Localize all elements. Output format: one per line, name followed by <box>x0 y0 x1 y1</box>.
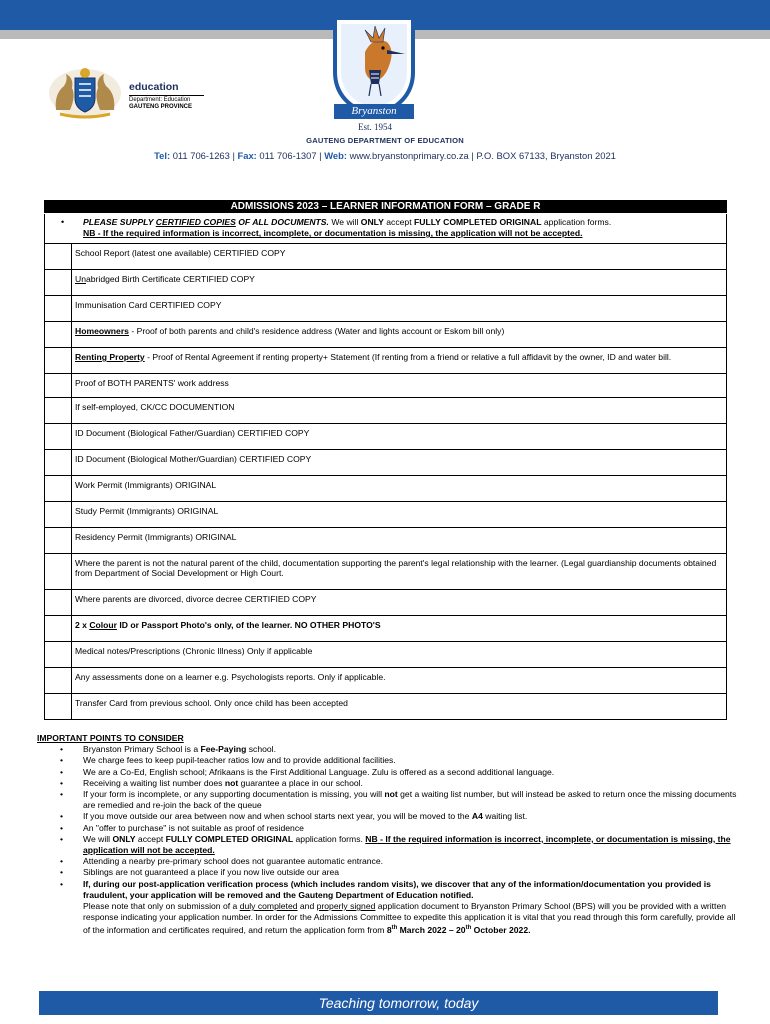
checklist-label: Where the parent is not the natural parent of the child, documentation supporting the parent's legal relationship with the learner. (Legal guardianship documents obtained from Department of Social Development or High Court. <box>72 554 727 590</box>
checklist-label: Work Permit (Immigrants) ORIGINAL <box>72 476 727 502</box>
checklist-label: Where parents are divorced, divorce decree CERTIFIED COPY <box>72 590 727 616</box>
list-item: Please note that only on submission of a duly completed and properly signed application document to Bryanston Primary School (BPS) will you be provided with a written response indicating your application number. In order for the Admissions Committee to expedite this application it is vital that you read through this form carefully, provide all of the information and certificates required, and return the application form from 8th March 2022 – 20th October 2022. <box>83 901 736 936</box>
checklist-row <box>45 374 727 398</box>
checkbox[interactable] <box>45 476 72 502</box>
footer-banner <box>39 991 718 1015</box>
school-crest <box>325 12 423 132</box>
checklist-row <box>45 502 727 528</box>
checklist-label: School Report (latest one available) CERTIFIED COPY <box>72 244 727 270</box>
checklist-label: ID Document (Biological Father/Guardian) CERTIFIED COPY <box>72 424 727 450</box>
checklist-row <box>45 348 727 374</box>
checkbox[interactable] <box>45 502 72 528</box>
department-heading: GAUTENG DEPARTMENT OF EDUCATION <box>306 136 464 145</box>
footer-tagline: Teaching tomorrow, today <box>318 995 479 1011</box>
checklist-row <box>45 244 727 270</box>
list-item: • An "offer to purchase" is not suitable as proof of residence <box>37 823 737 834</box>
checkbox[interactable] <box>45 616 72 642</box>
checkbox[interactable] <box>45 450 72 476</box>
important-points <box>37 733 737 937</box>
checklist-label: Medical notes/Prescriptions (Chronic Illness) Only if applicable <box>72 642 727 668</box>
checklist-label: ID Document (Biological Mother/Guardian) CERTIFIED COPY <box>72 450 727 476</box>
document-checklist <box>44 243 727 720</box>
department-label: Department: Education <box>129 97 191 103</box>
school-name-banner: Bryanston <box>334 104 414 119</box>
instruction-warning: NB - If the required information is incorrect, incomplete, or documentation is missing, the application will not be accepted. <box>83 228 583 238</box>
checklist-label: Homeowners - Proof of both parents and child's residence address (Water and lights account or Eskom bill only) <box>72 322 727 348</box>
checklist-row <box>45 398 727 424</box>
points-heading: IMPORTANT POINTS TO CONSIDER <box>37 733 184 743</box>
checklist-label: Any assessments done on a learner e.g. Psychologists reports. Only if applicable. <box>72 668 727 694</box>
checklist-row <box>45 642 727 668</box>
established-label: Est. 1954 <box>357 122 392 132</box>
checkbox[interactable] <box>45 642 72 668</box>
checklist-label: Proof of BOTH PARENTS' work address <box>72 374 727 398</box>
form-title: ADMISSIONS 2023 – LEARNER INFORMATION FORM – GRADE R <box>44 200 727 213</box>
checkbox[interactable] <box>45 374 72 398</box>
form-instructions: • PLEASE SUPPLY CERTIFIED COPIES OF ALL DOCUMENTS. We will ONLY accept FULLY COMPLETED ORIGINAL application forms. NB - If the required information is incorrect, incomplete, or documentation is missing, the application will not be accepted. <box>44 214 727 243</box>
checklist-label: If self-employed, CK/CC DOCUMENTION <box>72 398 727 424</box>
checklist-row <box>45 424 727 450</box>
list-item: • Attending a nearby pre-primary school does not guarantee automatic entrance. <box>37 856 737 867</box>
checkbox[interactable] <box>45 528 72 554</box>
checkbox[interactable] <box>45 322 72 348</box>
education-wordmark: education <box>129 81 179 93</box>
list-item: • Receiving a waiting list number does not guarantee a place in our school. <box>37 778 737 789</box>
gauteng-education-logo <box>46 64 206 120</box>
checkbox[interactable] <box>45 424 72 450</box>
checklist-row <box>45 528 727 554</box>
list-item: • Bryanston Primary School is a Fee-Paying school. <box>37 744 737 755</box>
checkbox[interactable] <box>45 590 72 616</box>
checklist-row <box>45 450 727 476</box>
checkbox[interactable] <box>45 348 72 374</box>
checklist-row <box>45 616 727 642</box>
checklist-row <box>45 296 727 322</box>
list-item: • We charge fees to keep pupil-teacher ratios low and to provide additional facilities. <box>37 755 737 766</box>
checkbox[interactable] <box>45 244 72 270</box>
checklist-label: Transfer Card from previous school. Only once child has been accepted <box>72 694 727 720</box>
checklist-row <box>45 270 727 296</box>
list-item: • Siblings are not guaranteed a place if you now live outside our area <box>37 867 737 878</box>
checklist-row <box>45 590 727 616</box>
website-link[interactable]: www.bryanstonprimary.co.za <box>349 150 469 161</box>
checklist-label: Unabridged Birth Certificate CERTIFIED COPY <box>72 270 727 296</box>
checkbox[interactable] <box>45 296 72 322</box>
checklist-label: Study Permit (Immigrants) ORIGINAL <box>72 502 727 528</box>
coat-of-arms-icon <box>46 64 124 120</box>
list-item: • If, during our post-application verification process (which includes random visits), we discover that any of the information/documentation you provided is fraudulent, your application will be removed and the Gauteng Department of Education notified. <box>37 879 737 901</box>
checkbox[interactable] <box>45 270 72 296</box>
checklist-label: Renting Property - Proof of Rental Agreement if renting property+ Statement (If renting from a friend or relative a full affidavit by the owner, ID and water bill. <box>72 348 727 374</box>
province-label: GAUTENG PROVINCE <box>129 104 193 110</box>
checkbox[interactable] <box>45 398 72 424</box>
checklist-label: 2 x Colour ID or Passport Photo's only, of the learner. NO OTHER PHOTO'S <box>72 616 727 642</box>
contact-line: Tel: 011 706-1263 | Fax: 011 706-1307 | Web: www.bryanstonprimary.co.za | P.O. BOX 67133, Bryanston 2021 <box>154 150 616 161</box>
checklist-row <box>45 554 727 590</box>
list-item: • If you move outside our area between now and when school starts next year, you will be moved to the A4 waiting list. <box>37 811 737 822</box>
checkbox[interactable] <box>45 668 72 694</box>
list-item: • We are a Co-Ed, English school; Afrikaans is the First Additional Language. Zulu is offered as a second additional language. <box>37 767 737 778</box>
checklist-row <box>45 694 727 720</box>
checklist-label: Immunisation Card CERTIFIED COPY <box>72 296 727 322</box>
checklist-row <box>45 668 727 694</box>
list-item: • If your form is incomplete, or any supporting documentation is missing, you will not get a waiting list number, but will instead be asked to return once the missing documents are remedied and re-join the back of the queue <box>37 789 737 811</box>
checklist-label: Residency Permit (Immigrants) ORIGINAL <box>72 528 727 554</box>
checklist-row <box>45 476 727 502</box>
checkbox[interactable] <box>45 694 72 720</box>
list-item: • We will ONLY accept FULLY COMPLETED ORIGINAL application forms. NB - If the required information is incorrect, incomplete, or documentation is missing, the application will not be accepted. <box>37 834 737 856</box>
checkbox[interactable] <box>45 554 72 590</box>
checklist-row <box>45 322 727 348</box>
